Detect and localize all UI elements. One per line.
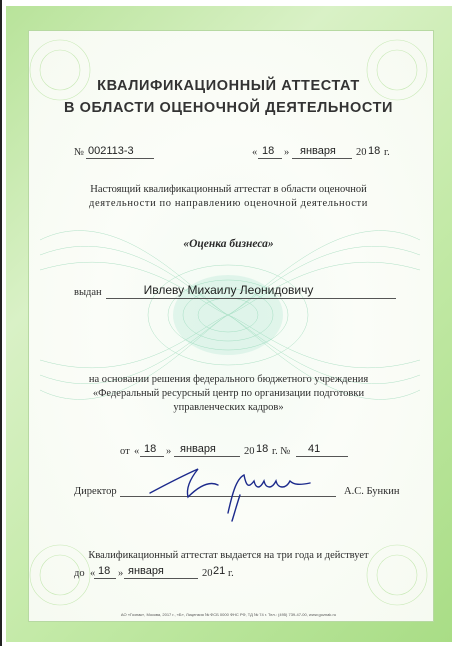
issue-year-suffix: г. [384,147,390,158]
issued-to-label: выдан [74,287,102,298]
date-open-quote: « [252,147,258,158]
validity-year: 21 [213,565,226,577]
statement-line2: деятельности по направлению оценочной деятельности [89,198,368,209]
issue-month-underline [292,158,352,159]
basis-line2: «Федеральный ресурсный центр по организации подготовки [92,388,365,399]
printer-imprint: АО «Гознак», Москва, 2017 г., «Б», Лицензия № ФСБ 0000 ФНС РФ, ТД № 74 г. Тел.: (495) 739-47-00, www.goznak.ru [120,612,337,617]
certificate-number: 002113-3 [88,145,134,157]
number-prefix: № [74,147,85,158]
validity-close-quote: » [118,568,124,579]
director-label: Директор [74,486,117,497]
validity-month: января [128,565,164,577]
director-name: А.С. Бункин [344,486,400,497]
basis-line3: управленческих кадров» [173,402,284,413]
decision-from: от [120,446,130,457]
validity-day: 18 [98,565,111,577]
validity-day-underline [94,578,116,579]
date-close-quote: » [284,147,290,158]
certificate-title-line2: В ОБЛАСТИ ОЦЕНОЧНОЙ ДЕЯТЕЛЬНОСТИ [63,100,394,116]
holder-name: Ивлеву Михаилу Леонидовичу [143,283,314,297]
decision-year-suffix: г. № [272,446,291,457]
validity-year-suffix: г. [228,568,234,579]
issue-year-prefix: 20 [356,147,367,158]
decision-year-prefix: 20 [244,446,255,457]
director-signature [140,455,340,525]
issue-year: 18 [368,145,381,157]
decision-number: 41 [308,443,321,455]
validity-year-prefix: 20 [202,568,213,579]
direction-name: «Оценка бизнеса» [183,238,274,250]
validity-open-quote: « [90,568,96,579]
validity-line1: Квалификационный аттестат выдается на три года и действует [88,550,369,561]
decision-close-quote: » [166,446,172,457]
decision-day: 18 [144,443,157,455]
decision-year: 18 [256,443,269,455]
decision-month: января [180,443,216,455]
decision-open-quote: « [134,446,140,457]
issue-month: января [300,145,336,157]
holder-name-underline [106,298,396,299]
statement-line1: Настоящий квалификационный аттестат в области оценочной [90,184,367,195]
number-underline [86,158,154,159]
issue-day: 18 [262,145,275,157]
validity-month-underline [124,578,198,579]
certificate-title-line1: КВАЛИФИКАЦИОННЫЙ АТТЕСТАТ [97,78,360,94]
basis-line1: на основании решения федерального бюджетного учреждения [88,374,369,385]
validity-until: до [74,568,85,579]
issue-day-underline [258,158,282,159]
